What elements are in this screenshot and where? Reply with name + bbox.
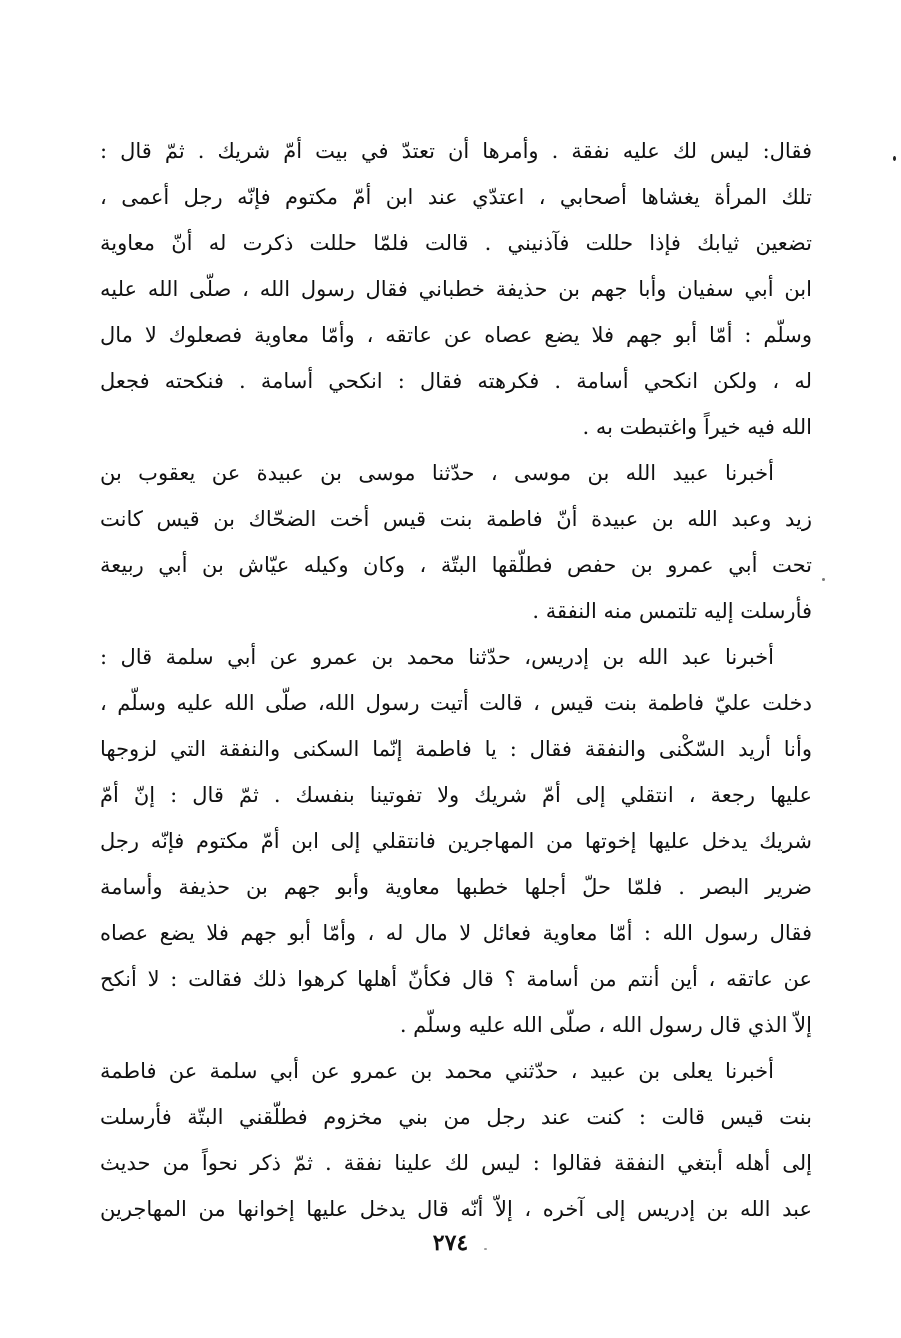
text-line: ضرير البصر . فلمّا حلّ أجلها خطبها معاوية وأبو جهم بن حذيفة وأسامة (100, 875, 812, 899)
paragraph-3 (100, 634, 812, 1048)
text-line: تضعين ثيابك فإذا حللت فآذنيني . قالت فلمّا حللت ذكرت له أنّ معاوية (100, 231, 812, 255)
text-line: أخبرنا عبيد الله بن موسى ، حدّثنا موسى بن عبيدة عن يعقوب بن (100, 461, 774, 485)
text-line: بنت قيس قالت : كنت عند رجل من بني مخزوم فطلّقني البتّة فأرسلت (100, 1105, 812, 1129)
text-line: إلاّ الذي قال رسول الله ، صلّى الله عليه وسلّم . (399, 1013, 812, 1037)
text-line: تلك المرأة يغشاها أصحابي ، اعتدّي عند ابن أمّ مكتوم فإنّه رجل أعمى ، (100, 185, 812, 209)
body-text (100, 128, 812, 1232)
text-line: أخبرنا عبد الله بن إدريس، حدّثنا محمد بن عمرو عن أبي سلمة قال : (100, 645, 774, 669)
paragraph-4 (100, 1048, 812, 1232)
paragraph-2 (100, 450, 812, 634)
text-line: الله فيه خيراً واغتبطت به . (582, 415, 812, 439)
text-line: فأرسلت إليه تلتمس منه النفقة . (532, 599, 812, 623)
scan-speck (484, 1248, 487, 1250)
text-line: زيد وعبد الله بن عبيدة أنّ فاطمة بنت قيس أخت الضحّاك بن قيس كانت (100, 507, 812, 531)
paragraph-1 (100, 128, 812, 450)
text-line: فقال رسول الله : أمّا معاوية فعائل لا مال له ، وأمّا أبو جهم فلا يضع عصاه (100, 921, 812, 945)
text-line: عبد الله بن إدريس إلى آخره ، إلاّ أنّه قال يدخل عليها إخوانها من المهاجرين (100, 1197, 812, 1221)
text-line: دخلت عليّ فاطمة بنت قيس ، قالت أتيت رسول الله، صلّى الله عليه وسلّم ، (100, 691, 812, 715)
page-number: ٢٧٤ (432, 1230, 469, 1256)
text-line: إلى أهله أبتغي النفقة فقالوا : ليس لك علينا نفقة . ثمّ ذكر نحواً من حديث (100, 1151, 812, 1175)
text-line: عليها رجعة ، انتقلي إلى أمّ شريك ولا تفوتينا بنفسك . ثمّ قال : إنّ أمّ (100, 783, 812, 807)
scan-speck (893, 156, 896, 161)
text-line: تحت أبي عمرو بن حفص فطلّقها البتّة ، وكان وكيله عيّاش بن أبي ربيعة (100, 553, 812, 577)
text-line: عن عاتقه ، أين أنتم من أسامة ؟ قال فكأنّ أهلها كرهوا ذلك فقالت : لا أنكح (100, 967, 812, 991)
text-line: له ، ولكن انكحي أسامة . فكرهته فقال : انكحي أسامة . فنكحته فجعل (100, 369, 812, 393)
scan-speck (822, 578, 825, 581)
text-line: وسلّم : أمّا أبو جهم فلا يضع عصاه عن عاتقه ، وأمّا معاوية فصعلوك لا مال (100, 323, 812, 347)
text-line: أخبرنا يعلى بن عبيد ، حدّثني محمد بن عمرو عن أبي سلمة عن فاطمة (100, 1059, 774, 1083)
text-line: وأنا أريد السّكْنى والنفقة فقال : يا فاطمة إنّما السكنى والنفقة التي لزوجها (100, 737, 812, 761)
text-line: فقال: ليس لك عليه نفقة . وأمرها أن تعتدّ في بيت أمّ شريك . ثمّ قال : (100, 139, 812, 163)
text-line: ابن أبي سفيان وأبا جهم بن حذيفة خطباني فقال رسول الله ، صلّى الله عليه (100, 277, 812, 301)
text-line: شريك يدخل عليها إخوتها من المهاجرين فانتقلي إلى ابن أمّ مكتوم فإنّه رجل (100, 829, 812, 853)
